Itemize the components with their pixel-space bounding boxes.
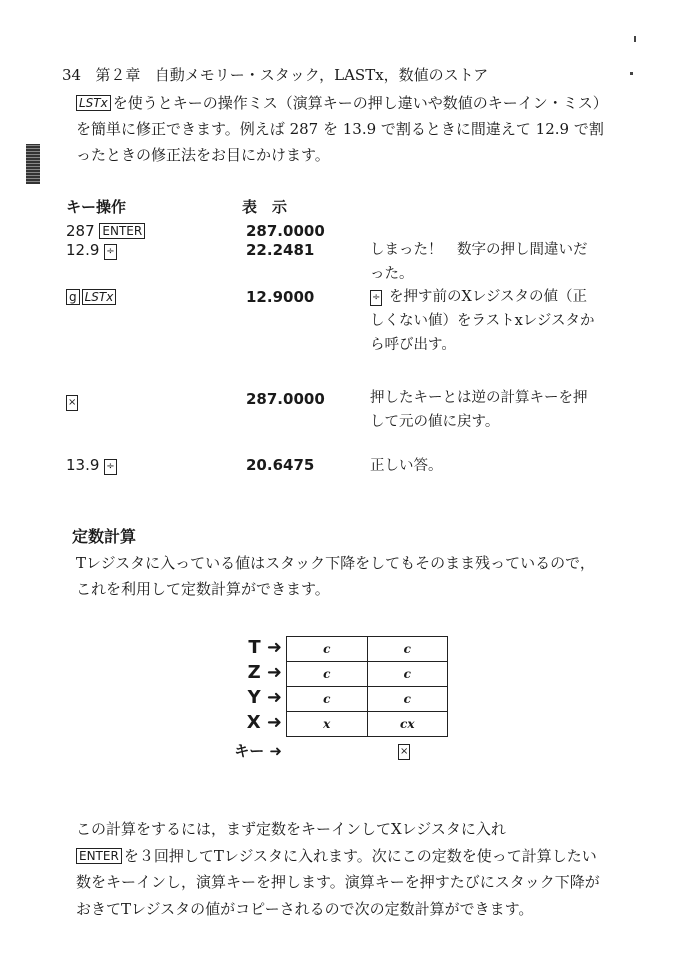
closing-text-1: この計算をするには，まず定数をキーインしてXレジスタに入れ xyxy=(76,820,506,838)
table-row xyxy=(66,241,119,260)
section-title: 定数計算 xyxy=(72,527,137,546)
intro-text: を使うとキーの操作ミス（演算キーの押し違いや数値のキーイン・ミス）を簡単に修正できます。例えば 287 を 13.9 で割るときに間違えて 12.9 で割ったときの修正法をお目にかけます。 xyxy=(76,94,604,164)
stack-label-t: T ➜ xyxy=(248,637,282,658)
row-note: しまった！ 数字の押し間違いだった。 xyxy=(370,242,588,282)
stack-label-key: キー ➜ xyxy=(234,742,282,760)
row-number: 12.9 xyxy=(66,241,100,259)
stack-cell: c xyxy=(403,692,411,706)
stack-cell: c xyxy=(287,687,368,711)
stack-cell: x xyxy=(287,712,368,736)
chapter-number: 第２章 xyxy=(95,66,141,84)
stack-cell: c xyxy=(403,667,411,681)
table-row xyxy=(66,222,147,240)
lstx-key: LSTx xyxy=(82,289,117,305)
stack-label-x: X ➜ xyxy=(246,712,282,733)
stack-label-z: Z ➜ xyxy=(247,662,282,683)
table-row xyxy=(66,456,119,475)
multiply-key: × xyxy=(66,395,78,411)
stack-key xyxy=(398,740,412,760)
row-note xyxy=(370,285,600,357)
running-header xyxy=(62,64,488,85)
side-tab-mark xyxy=(26,144,40,184)
section-paragraph: Tレジスタに入っている値はスタック下降をしてもそのまま残っているので，これを利用して定数計算ができます。 xyxy=(76,554,595,598)
margin-mark xyxy=(634,36,636,42)
stack-row-t xyxy=(287,637,447,662)
lstx-key: LSTx xyxy=(76,95,111,111)
display-value: 22.2481 xyxy=(246,241,315,259)
display-value: 287.0000 xyxy=(246,390,325,408)
divide-key: ÷ xyxy=(370,290,382,306)
enter-key: ENTER xyxy=(99,223,145,239)
intro-paragraph xyxy=(76,90,606,168)
stack-cell: c xyxy=(403,642,411,656)
stack-row-x xyxy=(287,712,447,736)
chapter-title: 自動メモリー・スタック，LASTx，数値のストア xyxy=(154,66,489,84)
stack-cell: c xyxy=(287,662,368,686)
table-row xyxy=(66,392,80,411)
closing-paragraph xyxy=(76,816,606,922)
display-value: 20.6475 xyxy=(246,456,315,474)
display-value: 12.9000 xyxy=(246,288,315,306)
table-row xyxy=(66,288,118,306)
stack-label-y: Y ➜ xyxy=(247,687,282,708)
divide-key: ÷ xyxy=(104,459,116,475)
margin-mark xyxy=(630,72,633,75)
closing-text-2: を３回押してTレジスタに入れます。次にこの定数を使って計算したい数をキーインし，演算キーを押します。演算キーを押すたびにスタック下降がおきてTレジスタの値がコピーされるので次の定数計算ができます。 xyxy=(76,846,600,918)
divide-key: ÷ xyxy=(104,244,116,260)
row-note: 正しい答。 xyxy=(370,458,443,474)
display-value: 287.0000 xyxy=(246,222,325,240)
g-key: g xyxy=(66,289,80,305)
multiply-key: × xyxy=(398,744,410,760)
stack-grid xyxy=(286,636,448,737)
row-note: 押したキーとは逆の計算キーを押して元の値に戻す。 xyxy=(370,390,588,430)
stack-row-y xyxy=(287,687,447,712)
row-number: 287 xyxy=(66,222,95,240)
column-header-display: 表 示 xyxy=(242,198,288,216)
column-header-keys: キー操作 xyxy=(66,198,127,216)
enter-key: ENTER xyxy=(76,848,122,864)
stack-cell: c xyxy=(287,637,368,661)
row-number: 13.9 xyxy=(66,456,100,474)
stack-cell: cx xyxy=(400,717,415,731)
stack-row-z xyxy=(287,662,447,687)
row-note-text: を押す前のXレジスタの値（正しくない値）をラストxレジスタから呼び出す。 xyxy=(370,289,595,353)
page-number: 34 xyxy=(62,66,82,84)
